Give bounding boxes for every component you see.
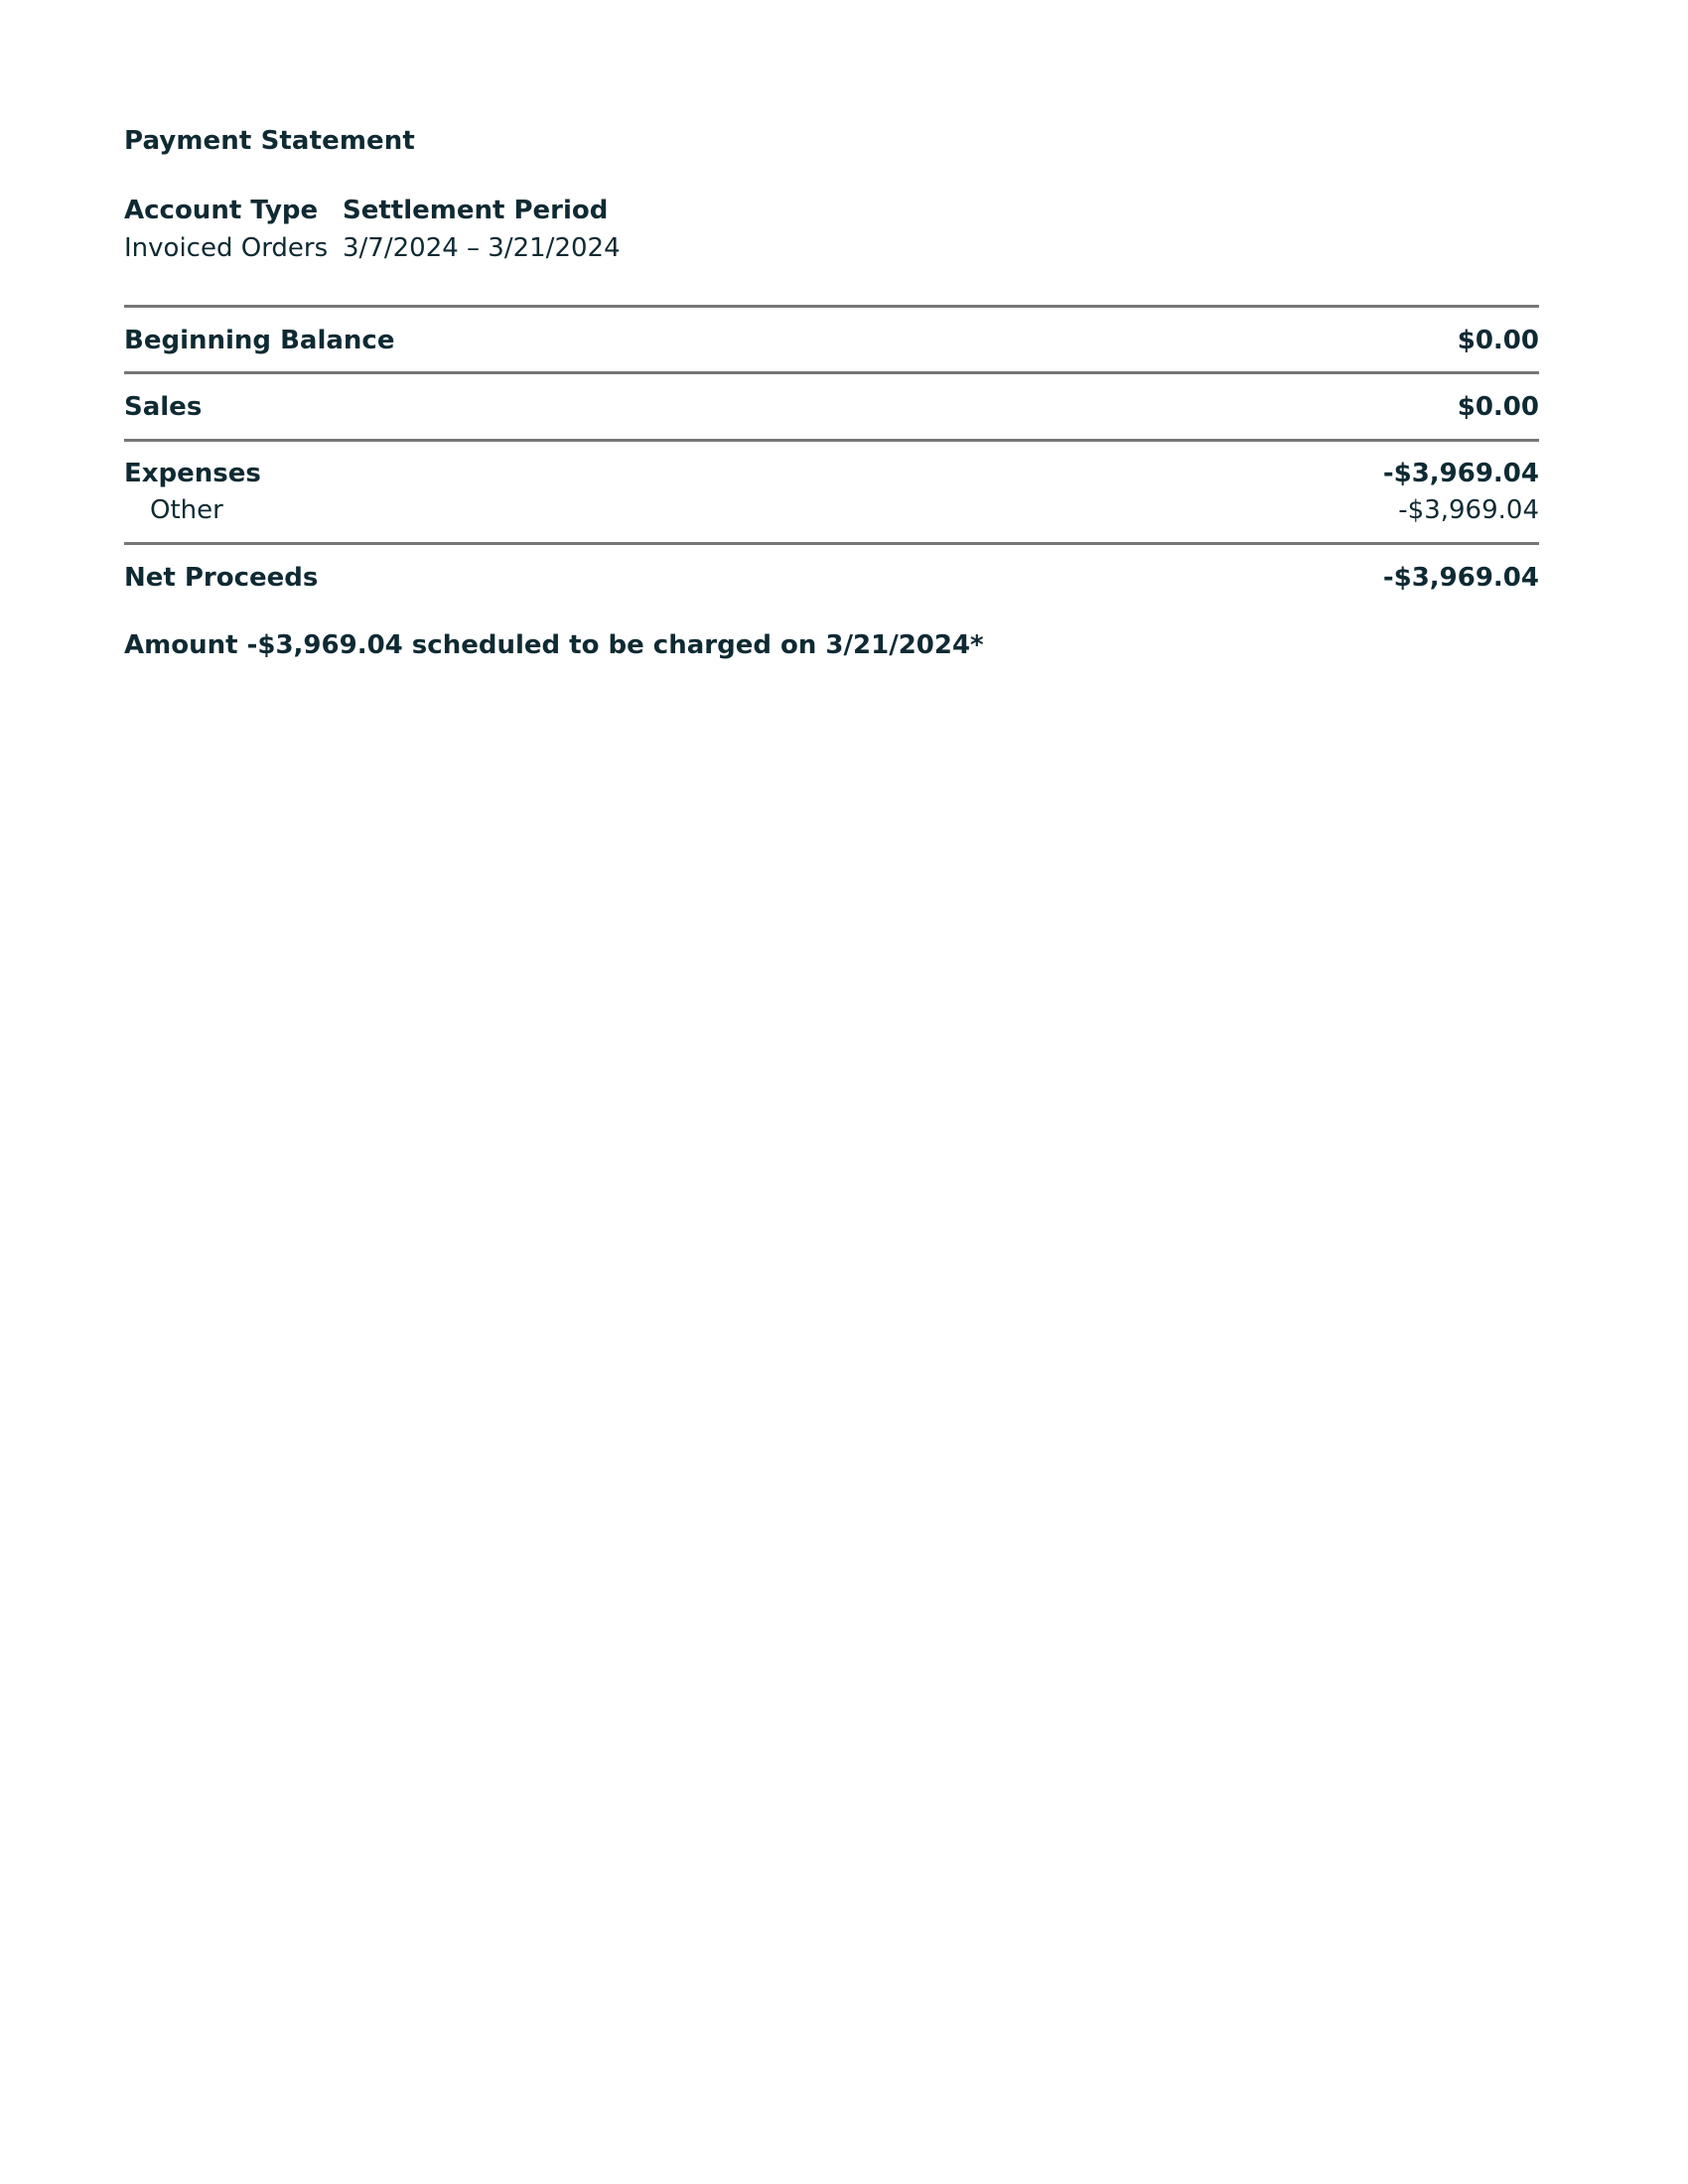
divider (124, 542, 1539, 545)
expenses-other-label: Other (150, 495, 223, 525)
account-type-value: Invoiced Orders (124, 233, 329, 263)
beginning-balance-row (124, 322, 1539, 359)
sales-amount: $0.00 (1457, 392, 1539, 422)
settlement-period-block (343, 192, 621, 267)
beginning-balance-label: Beginning Balance (124, 326, 395, 355)
charge-note: Amount -$3,969.04 scheduled to be charged on 3/21/2024* (124, 630, 984, 660)
net-proceeds-label: Net Proceeds (124, 563, 319, 593)
expenses-row (124, 455, 1539, 492)
account-type-block (124, 192, 328, 267)
settlement-period-label: Settlement Period (343, 196, 609, 225)
expenses-other-amount: -$3,969.04 (1398, 495, 1539, 525)
beginning-balance-amount: $0.00 (1457, 326, 1539, 355)
page-title: Payment Statement (124, 126, 415, 156)
settlement-period-value: 3/7/2024 – 3/21/2024 (343, 233, 621, 263)
account-type-label: Account Type (124, 196, 319, 225)
expenses-label: Expenses (124, 459, 261, 488)
net-proceeds-row (124, 559, 1539, 597)
expenses-other-row (124, 491, 1539, 529)
divider (124, 305, 1539, 308)
expenses-amount: -$3,969.04 (1382, 459, 1539, 488)
sales-label: Sales (124, 392, 203, 422)
sales-row (124, 388, 1539, 426)
net-proceeds-amount: -$3,969.04 (1382, 563, 1539, 593)
divider (124, 439, 1539, 442)
divider (124, 371, 1539, 374)
